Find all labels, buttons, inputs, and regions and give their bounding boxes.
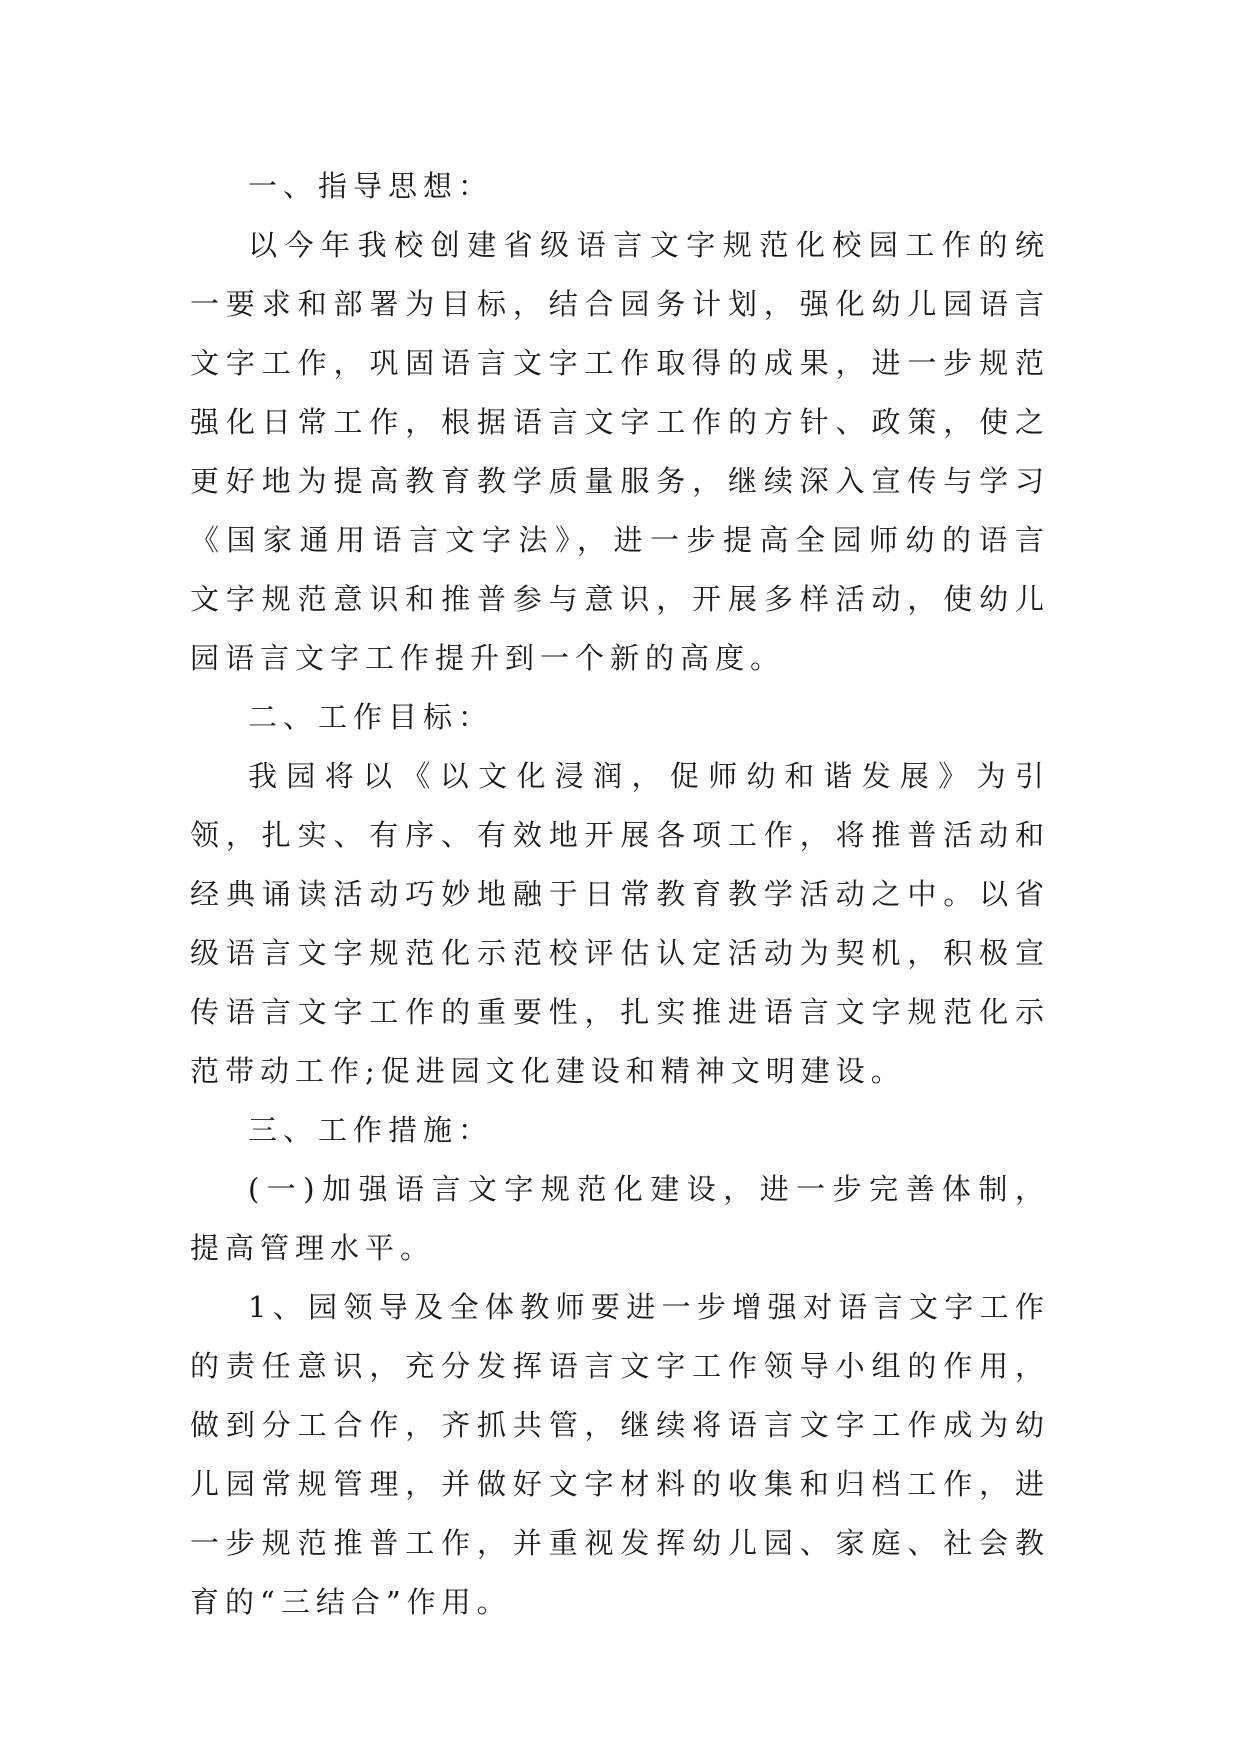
paragraph-work-goals: 我园将以《以文化浸润，促师幼和谐发展》为引领，扎实、有序、有效地开展各项工作，将推普活动和经典诵读活动巧妙地融于日常教育教学活动之中。以省级语言文字规范化示范校评估认定活动为契机，积极宣传语言文字工作的重要性，扎实推进语言文字规范化示范带动工作;促进园文化建设和精神文明建设。 (190, 759, 1050, 1088)
paragraph-guiding-ideology: 以今年我校创建省级语言文字规范化校园工作的统一要求和部署为目标，结合园务计划，强化幼儿园语言文字工作，巩固语言文字工作取得的成果，进一步规范强化日常工作，根据语言文字工作的方针、政策，使之更好地为提高教育教学质量服务，继续深入宣传与学习《国家通用语言文字法》，进一步提高全园师幼的语言文字规范意识和推普参与意识，开展多样活动，使幼儿园语言文字工作提升到一个新的高度。 (190, 228, 1050, 675)
section-heading-guiding-ideology: 一、指导思想： (248, 169, 494, 203)
section-heading-work-measures: 三、工作措施： (248, 1113, 494, 1147)
paragraph-measure-one-title: (一)加强语言文字规范化建设，进一步完善体制，提高管理水平。 (190, 1172, 1050, 1265)
paragraph-measure-one-item-one: 1、园领导及全体教师要进一步增强对语言文字工作的责任意识，充分发挥语言文字工作领导小组的作用，做到分工合作，齐抓共管，继续将语言文字工作成为幼儿园常规管理，并做好文字材料的收集和归档工作，进一步规范推普工作，并重视发挥幼儿园、家庭、社会教育的“三结合”作用。 (190, 1290, 1050, 1619)
document-page (190, 157, 1050, 1632)
section-heading-work-goals: 二、工作目标： (248, 700, 494, 734)
